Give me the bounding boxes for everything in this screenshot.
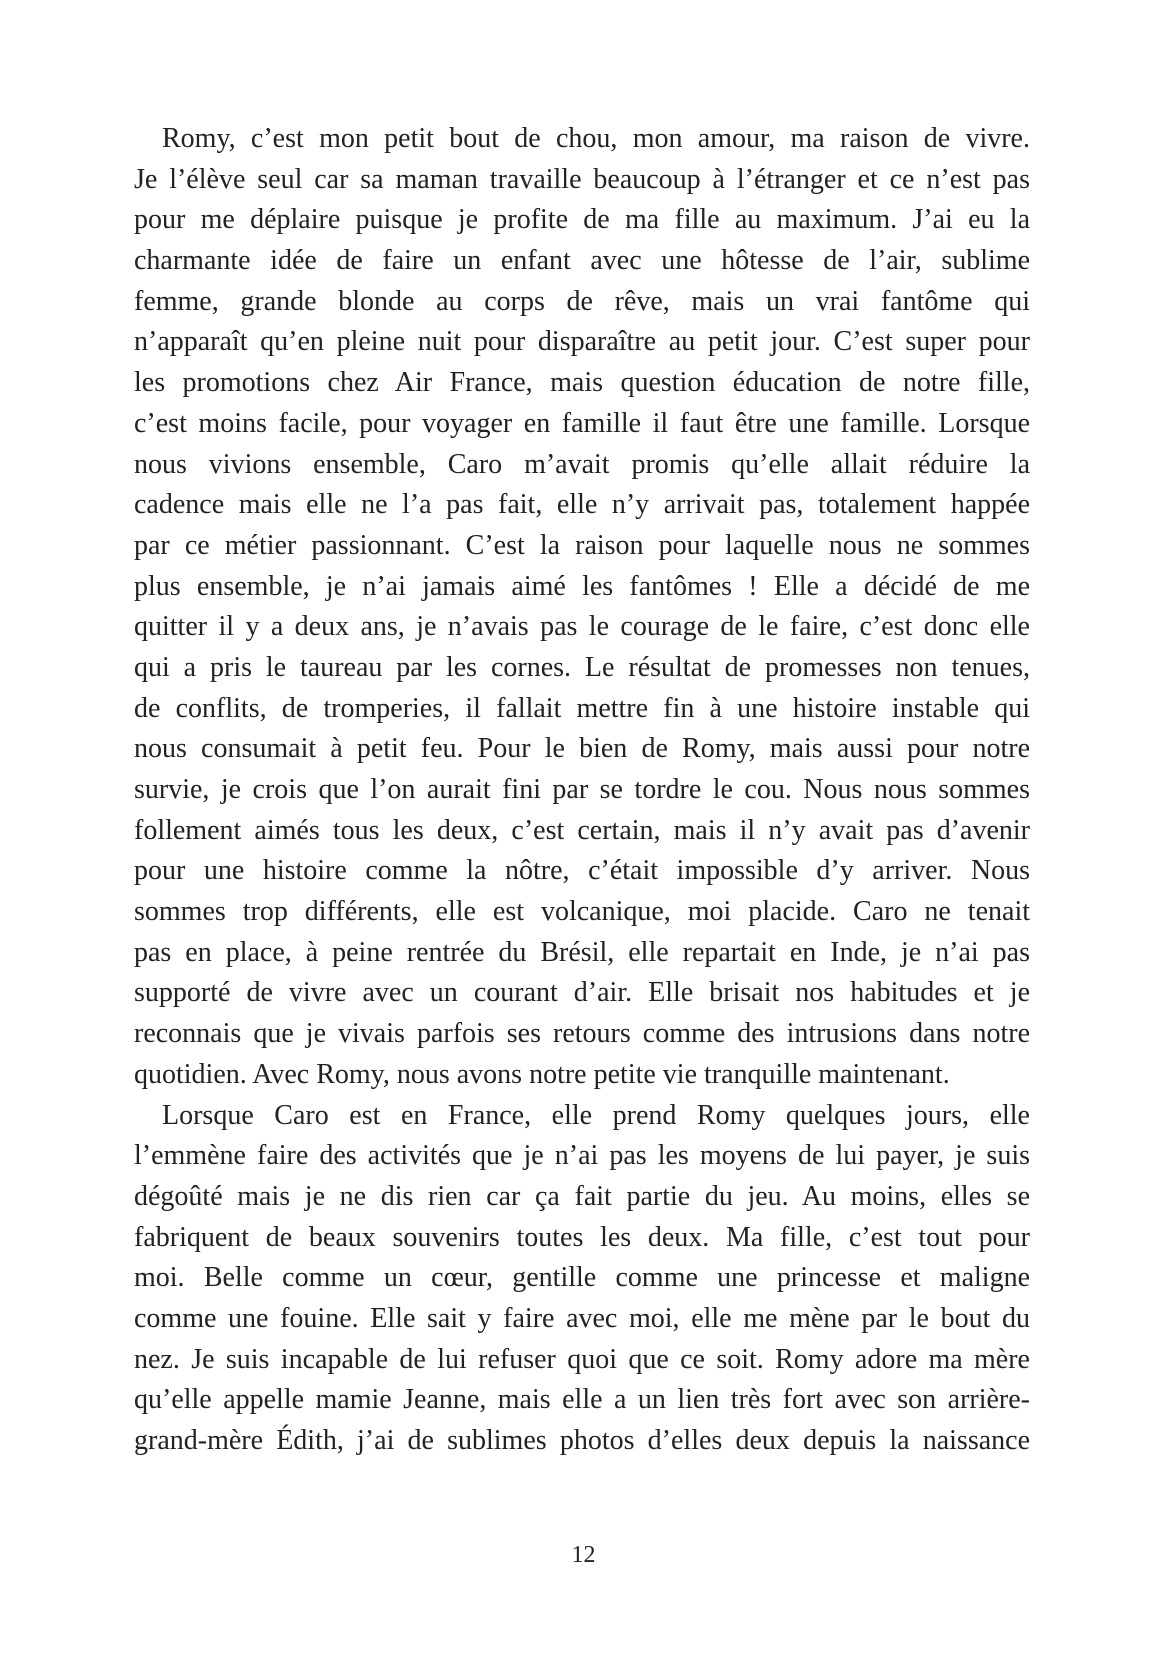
text-line: grand-mère Édith, j’ai de sublimes photos d’elles deux depuis la naissance xyxy=(134,1425,1030,1456)
text-line: nez. Je suis incapable de lui refuser quoi que ce soit. Romy adore ma mère xyxy=(134,1343,1030,1375)
body-text xyxy=(134,119,1030,1462)
text-line: Je l’élève seul car sa maman travaille beaucoup à l’étranger et ce n’est pas xyxy=(134,163,1030,195)
text-line: follement aimés tous les deux, c’est certain, mais il n’y avait pas d’avenir xyxy=(134,814,1030,846)
text-line: survie, je crois que l’on aurait fini par se tordre le cou. Nous nous sommes xyxy=(134,774,1030,805)
text-line: moi. Belle comme un cœur, gentille comme une princesse et maligne xyxy=(134,1262,1030,1294)
text-line: qu’elle appelle mamie Jeanne, mais elle a un lien très fort avec son arrière- xyxy=(134,1384,1030,1416)
text-line: sommes trop différents, elle est volcanique, moi placide. Caro ne tenait xyxy=(134,896,1030,928)
text-line: les promotions chez Air France, mais question éducation de notre fille, xyxy=(134,367,1030,399)
text-line: pas en place, à peine rentrée du Brésil, elle repartait en Inde, je n’ai pas xyxy=(134,936,1030,968)
text-line: quitter il y a deux ans, je n’avais pas le courage de le faire, c’est donc elle xyxy=(134,611,1030,643)
text-line: qui a pris le taureau par les cornes. Le résultat de promesses non tenues, xyxy=(134,651,1030,683)
text-line: charmante idée de faire un enfant avec une hôtesse de l’air, sublime xyxy=(134,245,1030,277)
text-line: quotidien. Avec Romy, nous avons notre petite vie tranquille maintenant. xyxy=(134,1058,950,1090)
text-line: femme, grande blonde au corps de rêve, mais un vrai fantôme qui xyxy=(134,285,1030,317)
text-line: dégoûté mais je ne dis rien car ça fait partie du jeu. Au moins, elles se xyxy=(134,1180,1030,1212)
text-line: supporté de vivre avec un courant d’air. Elle brisait nos habitudes et je xyxy=(134,977,1030,1009)
text-line: n’apparaît qu’en pleine nuit pour disparaître au petit jour. C’est super pour xyxy=(134,326,1030,358)
text-line: pour une histoire comme la nôtre, c’était impossible d’y arriver. Nous xyxy=(134,855,1030,887)
text-line: Romy, c’est mon petit bout de chou, mon amour, ma raison de vivre. xyxy=(162,123,1030,154)
text-line: plus ensemble, je n’ai jamais aimé les fantômes ! Elle a décidé de me xyxy=(134,570,1030,602)
text-line: pour me déplaire puisque je profite de ma fille au maximum. J’ai eu la xyxy=(134,204,1030,236)
text-line: par ce métier passionnant. C’est la raison pour laquelle nous ne sommes xyxy=(134,529,1030,561)
text-line: de conflits, de tromperies, il fallait mettre fin à une histoire instable qui xyxy=(134,692,1030,724)
text-line: nous vivions ensemble, Caro m’avait promis qu’elle allait réduire la xyxy=(134,448,1030,480)
text-line: l’emmène faire des activités que je n’ai pas les moyens de lui payer, je suis xyxy=(134,1140,1030,1172)
paragraph xyxy=(134,119,1030,1096)
text-line: fabriquent de beaux souvenirs toutes les deux. Ma fille, c’est tout pour xyxy=(134,1221,1030,1253)
text-line: c’est moins facile, pour voyager en famille il faut être une famille. Lorsque xyxy=(134,407,1030,439)
text-line: reconnais que je vivais parfois ses retours comme des intrusions dans notre xyxy=(134,1018,1030,1050)
paragraph xyxy=(134,1096,1030,1462)
page-number: 12 xyxy=(571,1542,596,1568)
text-line: nous consumait à petit feu. Pour le bien de Romy, mais aussi pour notre xyxy=(134,733,1030,765)
text-line: comme une fouine. Elle sait y faire avec moi, elle me mène par le bout du xyxy=(134,1302,1030,1334)
text-line: Lorsque Caro est en France, elle prend Romy quelques jours, elle xyxy=(162,1099,1030,1131)
text-line: cadence mais elle ne l’a pas fait, elle n’y arrivait pas, totalement happée xyxy=(134,489,1030,521)
